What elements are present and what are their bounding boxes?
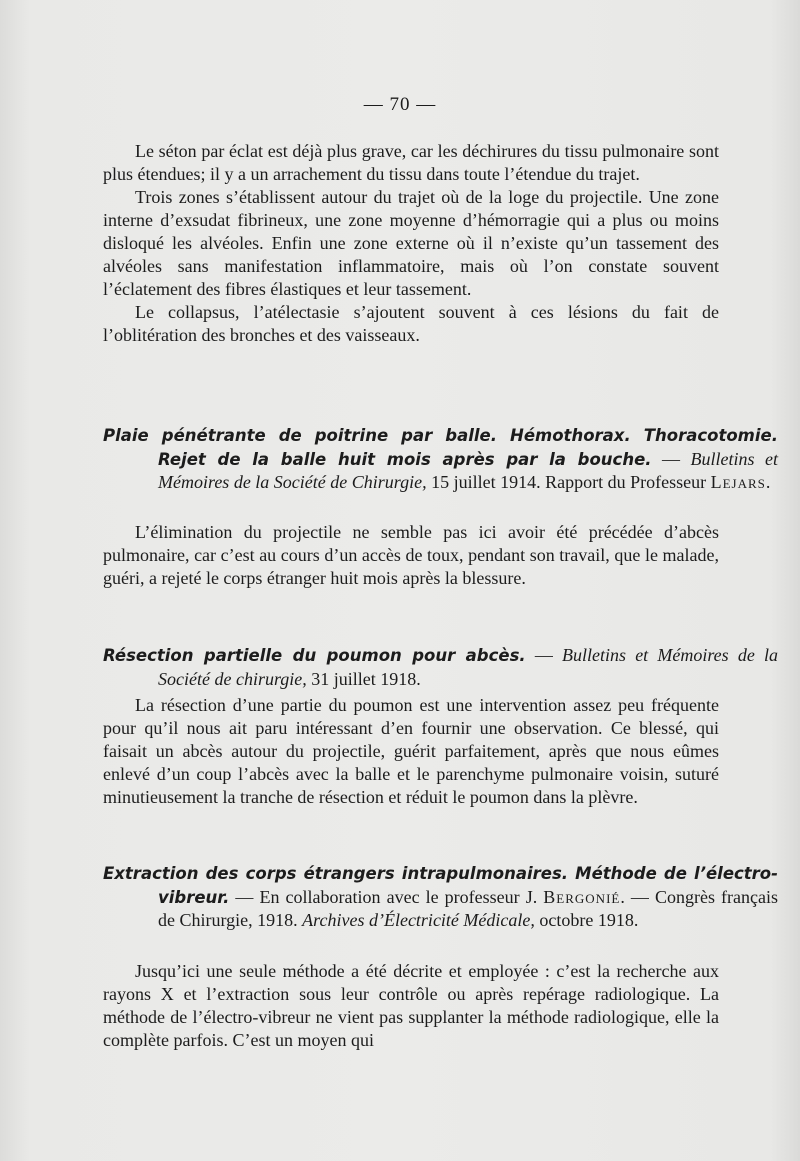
entry-3-body-block <box>103 960 719 1052</box>
entry-2-body: La résection d’une partie du poumon est une intervention assez peu fréquente pour qu’il nous ait paru intéressant d’en fournir une observation. Ce blessé, qui faisait un abcès autour du projectile, guérit parfaitement, après que nous eûmes enlevé d’un coup l’abcès avec la balle et le parenchyme pulmonaire voisin, suturé minutieusement la tranche de résection et réduit le poumon dans la plèvre. <box>103 695 719 807</box>
entry-3-congress: . — Congrès français de Chirurgie, 1918. <box>158 886 778 930</box>
entry-3-source: Archives d’Électricité Médicale, <box>302 910 535 930</box>
intro-paragraph-2: Trois zones s’établissent autour du trajet où de la loge du projectile. Une zone interne d’exsudat fibrineux, une zone moyenne d’hémorragie qui a plus ou moins disloqué les alvéoles. Enfin une zone externe où il n’existe qu’un tassement des alvéoles sans manifestation inflammatoire, mais où l’on constate souvent l’éclatement des fibres élastiques et leur tassement. <box>103 187 719 299</box>
entry-3-heading: Extraction des corps étrangers intrapulmonaires. Méthode de l’électro-vibreur. <box>103 864 778 907</box>
entry-1-end: . <box>765 472 771 492</box>
entry-2-title <box>103 644 778 691</box>
entry-2-body-block <box>103 694 719 809</box>
entry-1-dash: — <box>651 448 691 469</box>
intro-paragraph-3: Le collapsus, l’atélectasie s’ajoutent souvent à ces lésions du fait de l’oblitération des bronches et des vaisseaux. <box>103 302 719 345</box>
entry-1-heading: Plaie pénétrante de poitrine par balle. Hémothorax. Thoracotomie. Rejet de la balle huit mois après par la bouche. <box>103 426 778 469</box>
entry-1-body-block <box>103 521 719 590</box>
entry-1-date: 15 juillet 1914. Rapport du Professeur <box>426 472 711 492</box>
entry-3-person: Bergonié <box>543 886 621 907</box>
entry-3-dash: — <box>229 886 260 907</box>
entry-3-collab: En collaboration avec le professeur J. <box>259 886 544 907</box>
entry-3-body: Jusqu’ici une seule méthode a été décrite et employée : c’est la recherche aux rayons X et l’extraction sous leur contrôle ou après repérage radiologique. La méthode de l’électro-vibreur ne vient pas supplanter la méthode radiologique, elle la complète parfois. C’est un moyen qui <box>103 961 719 1050</box>
entry-3-date: octobre 1918. <box>534 910 639 930</box>
entry-2-date: 31 juillet 1918. <box>306 668 421 689</box>
entry-1-body: L’élimination du projectile ne semble pas ici avoir été précédée d’abcès pulmonaire, car c’est au cours d’un accès de toux, pendant son travail, que le malade, guéri, a rejeté le corps étranger huit mois après la blessure. <box>103 522 719 588</box>
entry-1-title <box>103 424 778 495</box>
intro-paragraph-1: Le séton par éclat est déjà plus grave, car les déchirures du tissu pulmonaire sont plus étendues; il y a un arrachement du tissu dans toute l’étendue du trajet. <box>103 141 719 184</box>
page-number: — 70 — <box>363 94 437 115</box>
intro-section <box>103 140 719 347</box>
entry-1-source: Bulletins et Mémoires de la Société de Chirurgie, <box>158 448 779 492</box>
entry-2-dash: — <box>525 645 563 665</box>
entry-3-title <box>103 862 778 933</box>
entry-2-heading: Résection partielle du poumon pour abcès. <box>103 646 526 665</box>
entry-2-source: Bulletins et Mémoires de la Société de chirurgie, <box>158 645 779 689</box>
entry-1-person: Lejars <box>710 472 766 492</box>
